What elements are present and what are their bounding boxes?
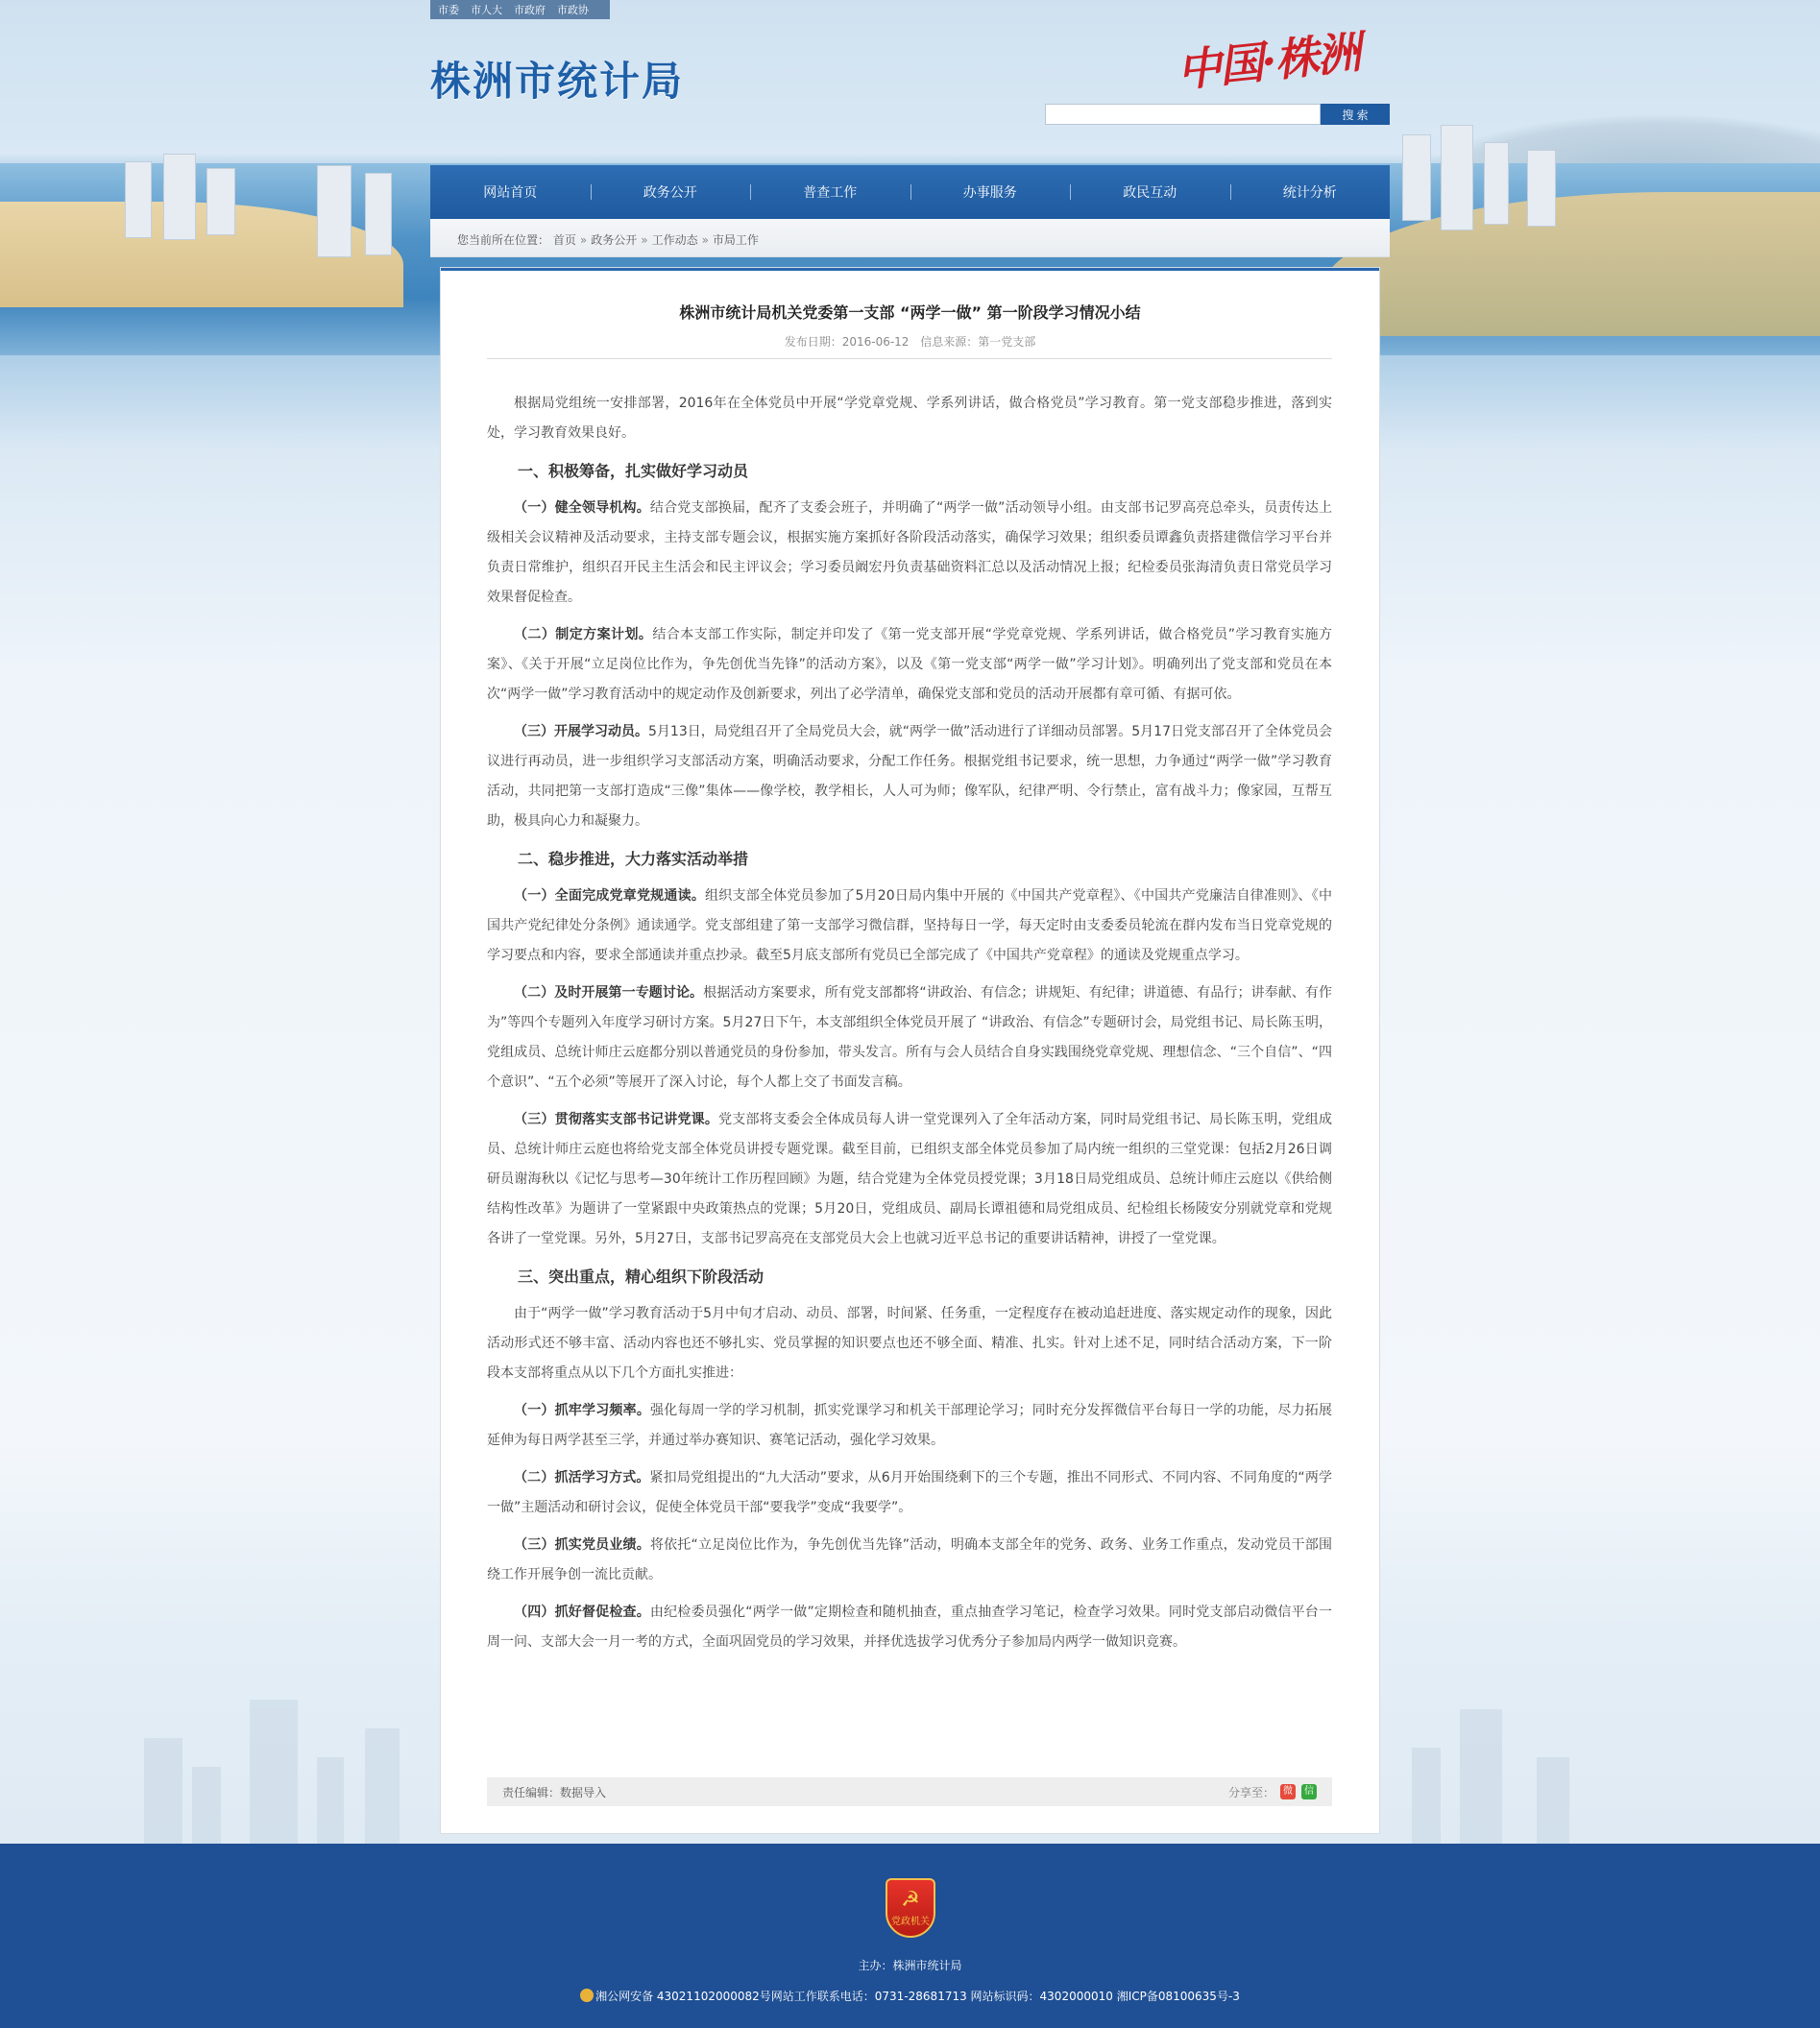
paragraph (487, 1531, 1332, 1590)
main-nav (430, 165, 1390, 219)
site-footer (0, 1844, 1820, 2028)
party-government-emblem-icon[interactable]: ☭ 党政机关 (886, 1878, 935, 1938)
info-source: 信息来源：第一党支部 (920, 335, 1036, 349)
emblem-label: 党政机关 (891, 1917, 930, 1927)
paragraph-lead: （二）制定方案计划。 (514, 627, 653, 642)
paragraph-text: 将依托“立足岗位比作为，争先创优当先锋”活动，明确本支部全年的党务、政务、业务工作重点，发动党员干部围绕工作开展争创一流比贡献。 (487, 1537, 1332, 1582)
share-label: 分享至： (1227, 1785, 1274, 1799)
divider (487, 358, 1332, 359)
search-button[interactable]: 搜 索 (1321, 104, 1390, 125)
paragraph-text: 根据活动方案要求，所有党支部都将“讲政治、有信念；讲规矩、有纪律；讲道德、有品行；讲奉献、有作为”等四个专题列入年度学习研讨方案。5月27日下午，本支部组织全体党员开展了 “讲政治、有信念”专题研讨会，局党组书记、局长陈玉明，党组成员、总统计师庄云庭都分别以普通党员的身份参加，带头发言。所有与会人员结合自身实践围绕党章党规、理想信念、“三个自信”、“四个意识”、“五个必须”等展开了深入讨论，每个人都上交了书面发言稿。 (487, 985, 1332, 1090)
paragraph-lead: （三）抓实党员业绩。 (514, 1537, 650, 1553)
top-links (430, 0, 610, 19)
nav-census[interactable]: 普查工作 (750, 182, 910, 202)
article-title: 株洲市统计局机关党委第一支部 “两学一做” 第一阶段学习情况小结 (679, 303, 1141, 322)
section-heading: 三、突出重点，精心组织下阶段活动 (518, 1268, 764, 1286)
paragraph-text: 结合本支部工作实际，制定并印发了《第一党支部开展“学党章党规、学系列讲话，做合格党员”学习教育实施方案》、《关于开展“立足岗位比作为，争先创优当先锋”的活动方案》，以及《第一党支部“两学一做”学习计划》。明确列出了党支部和党员在本次“两学一做”学习教育活动中的规定动作及创新要求，列出了必学清单，确保党支部和党员的活动开展都有章可循、有据可依。 (487, 627, 1332, 702)
section-heading: 二、稳步推进，大力落实活动举措 (518, 850, 749, 868)
building (1441, 125, 1473, 230)
nav-statistics-analysis[interactable]: 统计分析 (1230, 182, 1391, 202)
top-link-shizhengxie[interactable]: 市政协 (557, 4, 589, 16)
section-intro: 由于“两学一做”学习教育活动于5月中旬才启动、动员、部署，时间紧、任务重，一定程度存在被动追赶进度、落实规定动作的现象，因此活动形式还不够丰富、活动内容也还不够扎实、党员掌握的知识要点也还不够全面、精准、扎实。针对上述不足，同时结合活动方案，下一阶段本支部将重点从以下几个方面扎实推进： (487, 1306, 1332, 1381)
publish-date: 发布日期：2016-06-12 (784, 335, 910, 349)
building (163, 154, 196, 240)
building (317, 165, 352, 257)
paragraph-lead: （二）抓活学习方式。 (514, 1470, 650, 1485)
breadcrumb-prefix: 您当前所在位置： (457, 233, 550, 247)
paragraph-lead: （三）开展学习动员。 (514, 724, 649, 739)
paragraph (487, 1598, 1332, 1657)
paragraph (487, 494, 1332, 613)
paragraph-lead: （二）及时开展第一专题讨论。 (514, 985, 704, 1001)
breadcrumb-gov-affairs[interactable]: 政务公开 (591, 233, 638, 247)
building (1527, 150, 1556, 227)
site-logo[interactable]: 株洲市统计局 (430, 58, 685, 105)
weibo-share-icon[interactable]: 微 (1280, 1784, 1296, 1799)
building (206, 168, 235, 235)
nav-government-affairs[interactable]: 政务公开 (591, 182, 751, 202)
share-group (1228, 1784, 1317, 1800)
paragraph (487, 1396, 1332, 1456)
paragraph-text: 结合党支部换届，配齐了支委会班子，并明确了“两学一做”活动领导小组。由支部书记罗高亮总牵头，员责传达上级相关会议精神及活动要求，主持支部专题会议，根据实施方案抓好各阶段活动落实，确保学习效果；组织委员谭鑫负责搭建微信学习平台并负责日常维护，组织召开民主生活会和民主评议会；学习委员阚宏丹负责基础资料汇总以及活动情况上报；纪检委员张海清负责日常党员学习效果督促检查。 (487, 500, 1332, 605)
paragraph (487, 620, 1332, 710)
top-link-shirenda[interactable]: 市人大 (471, 4, 502, 16)
paragraph-text: 紧扣局党组提出的“九大活动”要求，从6月开始围绕剩下的三个专题，推出不同形式、不同内容、不同角度的“两学一做”主题活动和研讨会议，促使全体党员干部“要我学”变成“我要学”。 (487, 1470, 1332, 1515)
paragraph-lead: （三）贯彻落实支部书记讲党课。 (514, 1112, 719, 1127)
panel-accent-line (441, 268, 1379, 271)
paragraph-lead: （一）抓牢学习频率。 (514, 1403, 651, 1418)
paragraph (487, 881, 1332, 971)
paragraph-lead: （一）全面完成党章党规通读。 (514, 888, 706, 904)
top-link-shizhengfu[interactable]: 市政府 (514, 4, 546, 16)
footer-host: 主办：株洲市统计局 (858, 1959, 962, 1972)
nav-home[interactable]: 网站首页 (483, 185, 538, 201)
paragraph-lead: （一）健全领导机构。 (514, 500, 650, 516)
search-bar (1045, 104, 1390, 125)
paragraph-text: 5月13日，局党组召开了全局党员大会，就“两学一做”活动进行了详细动员部署。5月17日党支部召开了全体党员会议进行再动员，进一步组织学习支部活动方案，明确活动要求，分配工作任务。根据党组书记要求，统一思想，力争通过“两学一做”学习教育活动，共同把第一支部打造成“三像”集体——像学校，教学相长，人人可为师；像军队，纪律严明、令行禁止，富有战斗力；像家园，互帮互助，极具向心力和凝聚力。 (487, 724, 1333, 829)
section-heading: 一、积极筹备，扎实做好学习动员 (518, 462, 749, 480)
top-link-shiwei[interactable]: 市委 (438, 4, 459, 16)
footer-record (0, 1988, 1820, 2004)
slogan-calligraphy: 中国·株洲 (1175, 26, 1362, 97)
paragraph-text: 强化每周一学的学习机制，抓实党课学习和机关干部理论学习；同时充分发挥微信平台每日一学的功能，尽力拓展延伸为每日两学甚至三学，并通过举办赛知识、赛笔记活动，强化学习效果。 (487, 1403, 1333, 1448)
paragraph-text: 由纪检委员强化“两学一做”定期检查和随机抽查，重点抽查学习笔记，检查学习效果。同时党支部启动微信平台一周一问、支部大会一月一考的方式，全面巩固党员的学习效果，并择优选拔学习优秀分子参加局内两学一做知识竞赛。 (487, 1605, 1332, 1650)
building (1484, 142, 1509, 225)
breadcrumb-home[interactable]: 首页 (552, 233, 576, 247)
paragraph-text: 党支部将支委会全体成员每人讲一堂党课列入了全年活动方案，同时局党组书记、局长陈玉明，党组成员、总统计师庄云庭也将给党支部全体党员讲授专题党课。截至目前，已组织支部全体党员参加了局内统一组织的三堂党课：包括2月26日调研员谢海秋以《记忆与思考—30年统计工作历程回顾》为题，结合党建为全体党员授党课；3月18日局党组成员、总统计师庄云庭以《供给侧结构性改革》为题讲了一堂紧跟中央政策热点的党课；5月20日，党组成员、副局长谭祖德和局党组成员、纪检组长杨陵安分别就党章和党规各讲了一堂党课。另外，5月27日，支部书记罗高亮在支部党员大会上也就习近平总书记的重要讲话精神，讲授了一堂党课。 (487, 1112, 1333, 1246)
search-input[interactable] (1045, 104, 1321, 125)
article-intro: 根据局党组统一安排部署，2016年在全体党员中开展“学党章党规、学系列讲话，做合格党员”学习教育。第一党支部稳步推进，落到实处，学习教育效果良好。 (487, 396, 1332, 441)
breadcrumb-work-news[interactable]: 工作动态 (651, 233, 698, 247)
building (125, 161, 152, 238)
paragraph (487, 1463, 1332, 1523)
article-panel (440, 267, 1380, 1834)
paragraph (487, 1105, 1332, 1254)
breadcrumb-bureau-work[interactable]: 市局工作 (712, 233, 759, 247)
breadcrumb: 您当前所在位置： 首页 » 政务公开 » 工作动态 » 市局工作 (430, 219, 1390, 257)
paragraph-lead: （四）抓好督促检查。 (514, 1605, 650, 1620)
editor-bar (487, 1777, 1332, 1806)
paragraph (487, 717, 1332, 836)
nav-services[interactable]: 办事服务 (910, 182, 1071, 202)
police-badge-icon[interactable] (580, 1989, 594, 2002)
responsible-editor: 责任编辑：数据导入 (502, 1785, 607, 1799)
paragraph (487, 978, 1332, 1098)
wechat-share-icon[interactable]: 信 (1301, 1784, 1317, 1799)
paragraph-text: 组织支部全体党员参加了5月20日局内集中开展的《中国共产党章程》、《中国共产党廉洁自律准则》、《中国共产党纪律处分条例》通读通学。党支部组建了第一支部学习微信群，坚持每日一学，每天定时由支委委员轮流在群内发布当日党章党规的学习要点和内容，要求全部通读并重点抄录。截至5月底支部所有党员已全部完成了《中国共产党章程》的通读及党规重点学习。 (487, 888, 1332, 963)
footer-record-text: 湘公网安备 43021102000082号网站工作联系电话：0731-28681713 网站标识码：4302000010 湘ICP备08100635号-3 (595, 1990, 1240, 2003)
article-meta (441, 333, 1379, 350)
building (365, 173, 392, 255)
nav-interaction[interactable]: 政民互动 (1070, 182, 1230, 202)
article-body (487, 389, 1332, 1665)
building (1402, 134, 1431, 221)
